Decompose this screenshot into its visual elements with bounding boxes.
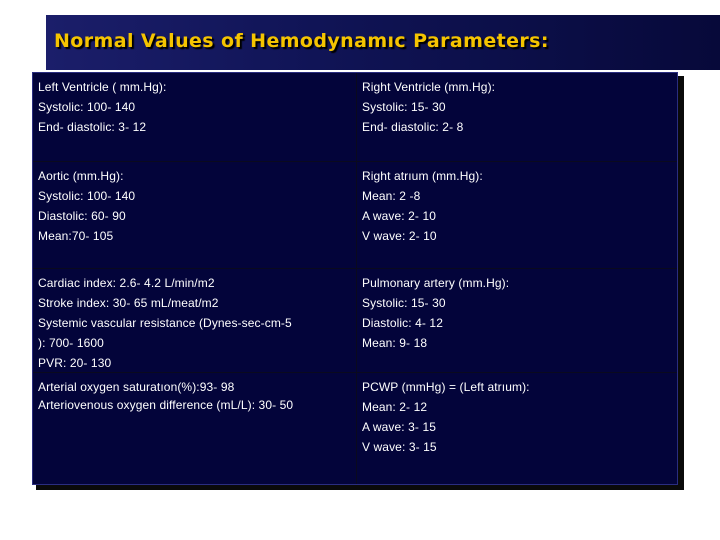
cell-value: V wave: 3- 15 xyxy=(362,440,437,454)
parameters-table xyxy=(32,72,678,485)
cell-value: Mean: 2 -8 xyxy=(362,189,421,203)
cell-value: Systolic: 100- 140 xyxy=(38,100,136,114)
cell-value: Mean:70- 105 xyxy=(38,229,114,243)
cell-value: Arteriovenous oxygen difference (mL/L): 30- 50 xyxy=(38,398,294,412)
cell-value: Diastolic: 4- 12 xyxy=(362,316,443,330)
cell-value: Systemic vascular resistance (Dynes-sec-cm-5 xyxy=(38,316,292,330)
cell-right-ventricle xyxy=(357,73,677,162)
cell-value: PVR: 20- 130 xyxy=(38,356,112,370)
cell-pcwp xyxy=(357,373,677,484)
cell-value: ): 700- 1600 xyxy=(38,336,104,350)
cell-aortic xyxy=(33,162,357,269)
title-banner xyxy=(46,15,720,70)
cell-value: Stroke index: 30- 65 mL/meat/m2 xyxy=(38,296,219,310)
cell-heading: Aortic (mm.Hg): xyxy=(38,169,124,183)
cell-pulmonary-artery xyxy=(357,269,677,373)
cell-value: Systolic: 15- 30 xyxy=(362,100,446,114)
cell-heading: Right Ventricle (mm.Hg): xyxy=(362,80,496,94)
cell-value: Systolic: 15- 30 xyxy=(362,296,446,310)
cell-heading: Right atrıum (mm.Hg): xyxy=(362,169,483,183)
cell-value: End- diastolic: 2- 8 xyxy=(362,120,464,134)
cell-value: End- diastolic: 3- 12 xyxy=(38,120,147,134)
cell-heading: PCWP (mmHg) = (Left atrıum): xyxy=(362,380,530,394)
slide-title: Normal Values of Hemodynamıc Parameters: xyxy=(54,30,549,52)
cell-oxygen xyxy=(33,373,357,484)
cell-heading: Left Ventricle ( mm.Hg): xyxy=(38,80,167,94)
cell-heading: Pulmonary artery (mm.Hg): xyxy=(362,276,510,290)
cell-value: Cardiac index: 2.6- 4.2 L/min/m2 xyxy=(38,276,215,290)
cell-value: Diastolic: 60- 90 xyxy=(38,209,126,223)
cell-value: Mean: 2- 12 xyxy=(362,400,428,414)
cell-value: A wave: 2- 10 xyxy=(362,209,437,223)
cell-value: Mean: 9- 18 xyxy=(362,336,428,350)
cell-value: A wave: 3- 15 xyxy=(362,420,437,434)
cell-right-atrium xyxy=(357,162,677,269)
cell-left-ventricle xyxy=(33,73,357,162)
cell-cardiac-index xyxy=(33,269,357,373)
cell-value: V wave: 2- 10 xyxy=(362,229,437,243)
cell-value: Arterial oxygen saturatıon(%):93- 98 xyxy=(38,380,235,394)
cell-value: Systolic: 100- 140 xyxy=(38,189,136,203)
